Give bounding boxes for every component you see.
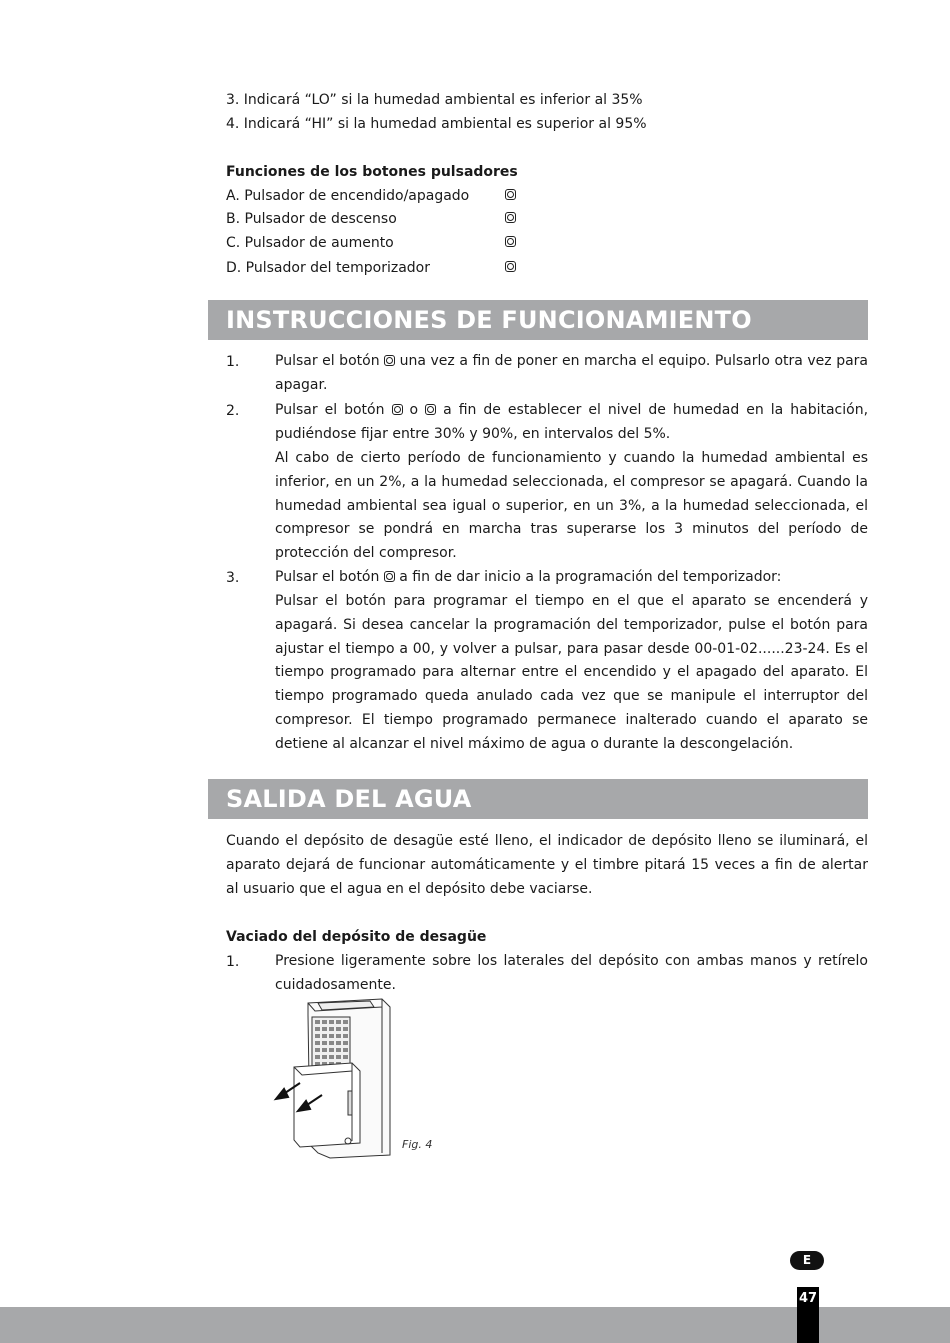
step-3-extra: Pulsar el botón para programar el tiempo en el que el aparato se encenderá y apagará. Si desea cancelar la programación del temporizador, pulse el botón para ajustar el tiempo a 00, y volver a pulsar, para pasar desde 00-01-02......23-24. Es el tiempo programado para alternar entre el encendido y el apagado del aparato. El tiempo programado queda anulado cada vez que se manipule el interruptor del compresor. El tiempo programado permanece inalterado cuando el aparato se detiene al alcanzar el nivel máximo de agua o durante la descongelación. bbox=[275, 593, 868, 752]
step-number: 1. bbox=[226, 954, 240, 970]
button-item-label: A. Pulsador de encendido/apagado bbox=[226, 188, 470, 204]
step-text-pre: Pulsar el botón bbox=[275, 569, 380, 585]
step-1-text bbox=[275, 350, 868, 398]
button-item-c bbox=[226, 231, 526, 255]
step-2-text bbox=[275, 399, 868, 447]
figure-caption: Fig. 4 bbox=[402, 1138, 433, 1151]
timer-button-icon bbox=[384, 571, 395, 582]
button-item-label: C. Pulsador de aumento bbox=[226, 235, 394, 251]
timer-button-icon bbox=[505, 261, 516, 272]
section-banner-salida bbox=[208, 779, 868, 819]
list-line-4: 4. Indicará “HI” si la humedad ambiental es superior al 95% bbox=[226, 116, 647, 132]
button-item-a bbox=[226, 184, 526, 208]
up-button-icon bbox=[425, 404, 436, 415]
language-badge: E bbox=[790, 1251, 824, 1270]
section-banner-instrucciones bbox=[208, 300, 868, 340]
step-text-post: a fin de establecer el nivel de humedad en la habitación, pudiéndose fijar entre 30% y 90%, en intervalos del 5%. bbox=[275, 402, 869, 442]
step-number: 3. bbox=[226, 570, 240, 586]
list-line-3: 3. Indicará “LO” si la humedad ambiental es inferior al 35% bbox=[226, 92, 643, 108]
up-button-icon bbox=[505, 236, 516, 247]
step-number: 2. bbox=[226, 403, 240, 419]
step-text-post: a fin de dar inicio a la programación del temporizador: bbox=[399, 569, 782, 585]
step-text-post: una vez a fin de poner en marcha el equipo. Pulsarlo otra vez para apagar. bbox=[275, 353, 868, 393]
step-text-mid: o bbox=[409, 402, 419, 418]
step-text-pre: Pulsar el botón bbox=[275, 353, 380, 369]
step-number: 1. bbox=[226, 354, 240, 370]
power-button-icon bbox=[384, 355, 395, 366]
section-title: INSTRUCCIONES DE FUNCIONAMIENTO bbox=[226, 306, 752, 334]
button-item-label: D. Pulsador del temporizador bbox=[226, 260, 430, 276]
section2-intro: Cuando el depósito de desagüe esté lleno, el indicador de depósito lleno se iluminará, el aparato dejará de funcionar automáticamente y el timbre pitará 15 veces a fin de alertar al usuario que el agua en el depósito debe vaciarse. bbox=[226, 833, 868, 897]
down-button-icon bbox=[505, 212, 516, 223]
button-item-b bbox=[226, 207, 526, 231]
section-title: SALIDA DEL AGUA bbox=[226, 785, 472, 813]
step-3-text bbox=[275, 566, 868, 590]
step-2-extra: Al cabo de cierto período de funcionamiento y cuando la humedad ambiental es inferior, en un 2%, a la humedad seleccionada, el compresor se apagará. Cuando la humedad ambiental sea igual o superior, en un 3%, a la humedad seleccionada, el compresor se pondrá en marcha tras superarse los 3 minutos del período de protección del compresor. bbox=[275, 450, 868, 562]
section2-step-text: Presione ligeramente sobre los laterales del depósito con ambas manos y retírelo cuidadosamente. bbox=[275, 953, 868, 993]
buttons-heading: Funciones de los botones pulsadores bbox=[226, 164, 518, 180]
step-text-pre: Pulsar el botón bbox=[275, 402, 385, 418]
button-item-d bbox=[226, 256, 526, 280]
page-number: 47 bbox=[797, 1287, 819, 1343]
power-button-icon bbox=[505, 189, 516, 200]
button-item-label: B. Pulsador de descenso bbox=[226, 211, 397, 227]
down-button-icon bbox=[392, 404, 403, 415]
sub-heading: Vaciado del depósito de desagüe bbox=[226, 929, 487, 945]
dehumidifier-figure bbox=[270, 995, 400, 1165]
